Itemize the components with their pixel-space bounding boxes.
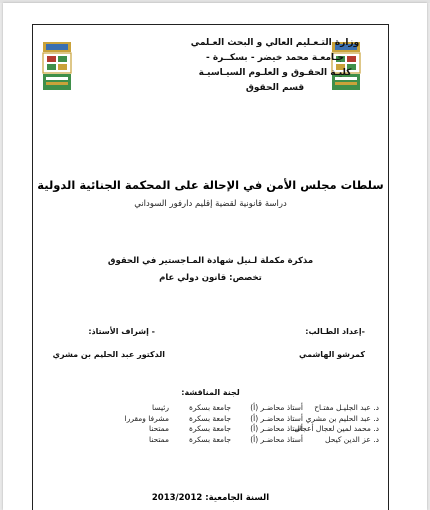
supervisor-label: - إشراف الأستاذ: bbox=[88, 327, 155, 336]
ministry-line: وزارة التـعـليم العالي و البحث العـلمي bbox=[190, 38, 360, 48]
committee-title: لجنة المناقشة: bbox=[181, 388, 240, 397]
committee-row bbox=[67, 424, 379, 435]
member-role: مشرفا ومقررا bbox=[124, 413, 169, 423]
committee-row bbox=[67, 403, 379, 414]
member-role: رئيسا bbox=[152, 403, 169, 412]
supervisor-name: الدكتور عبد الحليم بن مشري bbox=[52, 350, 165, 359]
student-name: كمرشو الهاشمي bbox=[298, 350, 365, 359]
student-label: -إعداد الطـالب: bbox=[305, 327, 365, 336]
institution-header bbox=[185, 36, 365, 96]
committee-row bbox=[67, 435, 379, 446]
member-role: ممتحنا bbox=[148, 424, 169, 433]
academic-year: السنة الجامعية: 2013/2012 bbox=[151, 493, 270, 503]
member-rank: أستاذ محاضـر (أ) bbox=[250, 413, 303, 423]
document-page bbox=[3, 3, 427, 510]
committee-row bbox=[67, 414, 379, 425]
thesis-subtitle: دراسة قانونية لقضية إقليم دارفور السوداني bbox=[134, 199, 287, 209]
member-name: د. محمد لمين لعجال أعجال bbox=[294, 424, 379, 433]
member-university: جامعة بسكرة bbox=[189, 424, 231, 433]
member-university: جامعة بسكرة bbox=[189, 434, 231, 444]
member-name: د. عبد الجليـل مفتـاح bbox=[314, 403, 379, 412]
university-line: جـامعـة محمد خيضر - بسكــرة - bbox=[205, 53, 345, 63]
member-role: ممتحنا bbox=[148, 434, 169, 444]
university-logo-left-icon bbox=[40, 40, 74, 92]
member-rank: أستاذ محاضـر (أ) bbox=[250, 403, 303, 412]
degree-statement: مذكرة مكملة لـنيل شهادة المـاجستير في الحقوق bbox=[107, 256, 314, 266]
department-line: قسم الحقوق bbox=[245, 83, 305, 93]
committee-table bbox=[67, 403, 379, 445]
member-name: د. عز الدين كيحل bbox=[325, 434, 379, 444]
member-university: جامعة بسكرة bbox=[189, 403, 231, 412]
thesis-title: سلطات مجلس الأمن في الإحالة على المحكمة الجنائية الدولية bbox=[37, 178, 384, 192]
member-university: جامعة بسكرة bbox=[189, 413, 231, 423]
member-rank: أستاذ محاضـر (أ) bbox=[250, 424, 303, 433]
specialty-line: تخصص: قانون دولي عام bbox=[159, 273, 262, 283]
member-name: د. عبد الحليم بن مشري bbox=[305, 413, 379, 423]
member-rank: أستاذ محاضـر (أ) bbox=[250, 434, 303, 444]
faculty-line: كليـة الحقـوق و العلـوم السيـاسيـة bbox=[198, 68, 352, 78]
